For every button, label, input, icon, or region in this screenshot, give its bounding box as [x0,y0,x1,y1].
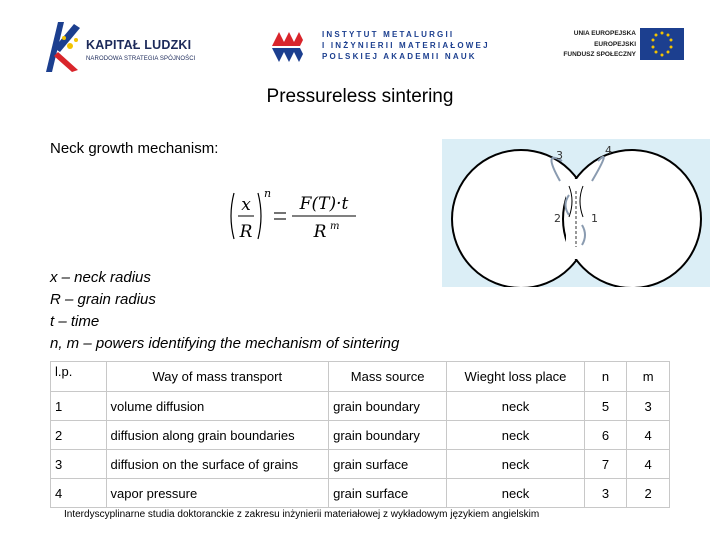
cell-n: 5 [584,392,627,421]
kapital-ludzki-emblem-icon [40,18,84,74]
kapital-ludzki-title: KAPITAŁ LUDZKI [86,38,192,52]
cell-way: diffusion along grain boundaries [106,421,329,450]
cell-m: 4 [627,421,670,450]
figure-label-2: 2 [554,212,561,225]
figure-label-3: 3 [556,149,563,162]
figure-label-1: 1 [591,212,598,225]
table-row [51,479,670,508]
header-lp: l.p. [51,362,107,392]
figure-label-4: 4 [605,144,612,157]
definition-n-m: n, m – powers identifying the mechanism of sintering [50,335,400,352]
formula-lhs-num: x [241,195,251,215]
formula-rhs-num: F(T)·t [299,194,349,214]
right-paren [258,193,261,239]
eu-line-1: UNIA EUROPEJSKA [573,30,636,37]
header-m: m [627,362,670,392]
cell-loss: neck [447,421,585,450]
cell-source: grain surface [329,479,447,508]
cell-m: 3 [627,392,670,421]
slide-title: Pressureless sintering [266,86,454,107]
cell-way: diffusion on the surface of grains [106,450,329,479]
cell-m: 2 [627,479,670,508]
eu-line-3: FUNDUSZ SPOŁECZNY [563,51,636,58]
institute-line-2: I INŻYNIERII MATERIAŁOWEJ [322,41,490,50]
table-header-row [51,362,670,392]
cell-source: grain boundary [329,392,447,421]
kapital-ludzki-subtitle: NARODOWA STRATEGIA SPÓJNOŚCI [86,56,196,62]
cell-loss: neck [447,392,585,421]
cell-lp: 1 [51,392,107,421]
cell-m: 4 [627,450,670,479]
subtitle: Neck growth mechanism: [50,140,219,157]
cell-source: grain surface [329,450,447,479]
header-way: Way of mass transport [106,362,329,392]
two-grains-diagram [442,139,710,287]
neck-region [566,179,588,259]
institute-logo [268,20,490,70]
table-row [51,392,670,421]
header-source: Mass source [329,362,447,392]
cell-n: 7 [584,450,627,479]
definition-x: x – neck radius [50,269,151,286]
header-loss: Wieght loss place [447,362,585,392]
cell-lp: 3 [51,450,107,479]
cell-lp: 2 [51,421,107,450]
neck-growth-figure [442,139,710,287]
cell-loss: neck [447,479,585,508]
institute-line-1: INSTYTUT METALURGII [322,30,455,39]
formula-lhs-den: R [239,222,253,242]
institute-emblem-icon [270,26,304,66]
header-n: n [584,362,627,392]
eu-flag-icon [640,28,684,60]
cell-loss: neck [447,450,585,479]
cell-n: 3 [584,479,627,508]
eu-line-2: EUROPEJSKI [594,41,636,48]
eu-logo [530,20,684,70]
cell-way: vapor pressure [106,479,329,508]
cell-way: volume diffusion [106,392,329,421]
footer-text: Interdyscyplinarne studia doktoranckie z zakresu inżynierii materiałowej z wykładowym językiem angielskim [64,509,540,520]
kapital-ludzki-logo [40,18,210,74]
cell-n: 6 [584,421,627,450]
formula-lhs-exp: n [264,187,272,200]
cell-lp: 4 [51,479,107,508]
formula-rhs-den: R [313,222,327,242]
cell-source: grain boundary [329,421,447,450]
mechanism-table [50,361,670,508]
table-row [51,450,670,479]
table-row [51,421,670,450]
left-paren [231,193,234,239]
institute-line-3: POLSKIEJ AKADEMII NAUK [322,52,477,61]
definition-r: R – grain radius [50,291,156,308]
definition-t: t – time [50,313,100,330]
neck-growth-formula [226,185,366,247]
formula-rhs-exp: m [330,221,340,232]
